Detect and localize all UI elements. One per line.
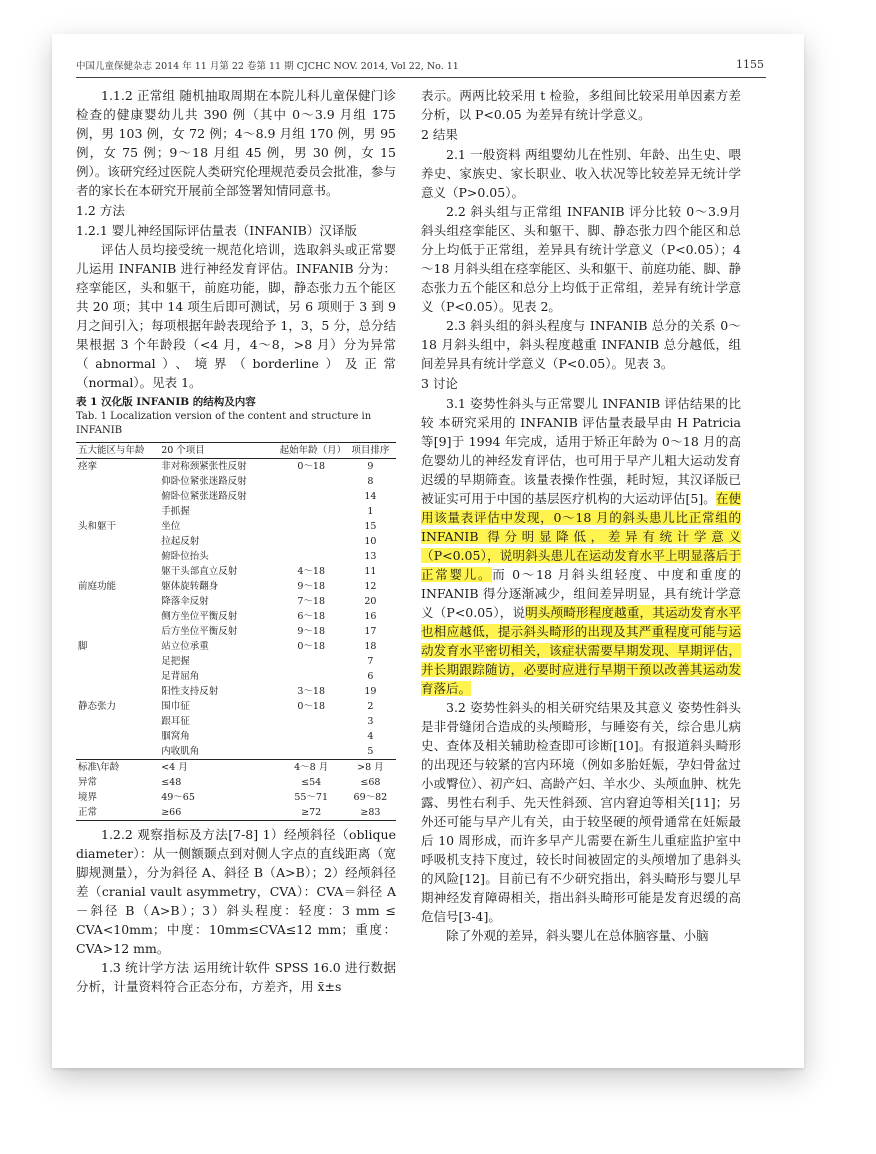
table-row [76,669,396,684]
table-cell: >8 月 [345,760,396,776]
table-cell: ≤48 [161,777,182,788]
table-row [76,519,396,534]
heading-1-2: 1.2 方法 [76,203,125,218]
col-header: 五大能区与年龄 [76,443,159,459]
table-cell: 14 [364,491,377,502]
table-row [76,489,396,504]
table-cell: ≤54 [301,777,322,788]
table-cell [76,489,159,504]
table-cell [278,744,345,760]
table-cell: 0～18 [297,461,325,472]
table-body [76,459,396,821]
table-cell [76,549,159,564]
table-cell: 0～18 [297,701,325,712]
table-cell [76,744,159,760]
table-row [76,639,396,654]
table-cell: 2 [367,701,374,712]
table-cell: 腘窝角 [161,731,190,742]
table-cell: ≤68 [360,777,381,788]
table-cell: 俯卧位抬头 [161,551,209,562]
table-row [76,654,396,669]
table-row [76,534,396,549]
table-cell: 境界 [78,792,98,803]
section-1-3: 1.3 统计学方法 运用统计软件 SPSS 16.0 进行数据分析，计量资料符合正态分布，方差齐，用 x̄±s [76,960,396,994]
table-cell: 16 [364,611,377,622]
highlighted-text-1[interactable]: 在使用该量表评估中发现，0～18 月的斜头患儿比正常组的 INFANIB 得分明显降低，差异有统计学意义（P<0.05），说明斜头患儿在运动发育水平上明显落后于正常婴儿。 [421,491,741,582]
table-cell: ≥66 [159,805,277,821]
table-row [76,504,396,519]
infanib-table [76,442,396,821]
table-row [76,699,396,714]
heading-3-discussion: 3 讨论 [421,376,458,391]
section-3-1 [421,394,741,698]
table-cell: 手抓握 [161,506,190,517]
table-cell [76,729,159,744]
section-2-2: 2.2 斜头组与正常组 INFANIB 评分比较 0～3.9月斜头组痉挛能区、头和躯干、脚、静态张力四个能区和总分上均低于正常组，差异具有统计学意义（P<0.05）；4～18 月斜头组在痉挛能区、头和躯干、前庭功能、脚、静态张力五个能区和总分上均低于正常组，差异有统计学意义（P<0.05）。见表 2。 [421,204,741,314]
table-cell: 6 [367,671,374,682]
table-cell: 12 [364,581,377,592]
section-3-1-text: 3.1 姿势性斜头与正常婴儿 INFANIB 评估结果的比较 本研究采用的 INFANIB 评估量表最早由 H Patricia 等[9]于 1994 年完成，适用于矫正年龄为 0～18 月的高危婴幼儿的神经发育评估，也可用于早产儿粗大运动发育迟缓的早期筛查。该量表操作性强，耗时短，其汉译版已被证实可用于中国的基层医疗机构的大运动评估[5]。 [421,396,741,506]
table-cell: 9 [367,461,374,472]
table-cell: 8 [367,476,374,487]
table-cell: 15 [364,521,377,532]
table-cell: 降落伞反射 [161,596,209,607]
journal-page [52,34,804,1068]
table-cell [278,534,345,549]
table-cell [278,519,345,534]
table-row [76,594,396,609]
section-1-2-2: 1.2.2 观察指标及方法[7-8] 1）经颅斜径（oblique diameter）：从一侧额颞点到对侧人字点的直线距离（宽脚规测量），分为斜径 A、斜径 B（A>B）；2）经颅斜径差（cranial vault asymmetry，CVA）：CVA＝斜径 A－斜径 B（A>B）；3）斜头程度：轻度：3 mm ≤ CVA<10mm；中度：10mm≤CVA≤12 mm；重度：CVA>12 mm。 [76,827,396,956]
running-header [76,58,764,76]
table-row [76,624,396,639]
section-1-1-2: 1.1.2 正常组 随机抽取周期在本院儿科儿童保健门诊检查的健康婴幼儿共 390 例（其中 0～3.9 月组 175 例，男 103 例，女 72 例；4～8.9 月组 170 例，男 95 例，女 75 例；9～18 月组 45 例，男 30 例，女 15 例）。该研究经过医院人类研究伦理规范委员会批准，参与者的家长在本研究开展前全部签署知情同意书。 [76,88,396,198]
table-cell [278,549,345,564]
table-cell [278,714,345,729]
table-cell: 痉挛 [78,461,98,472]
table-cell: 站立位承重 [161,641,209,652]
last-paragraph: 除了外观的差异，斜头婴儿在总体脑容量、小脑 [446,928,709,943]
table-row [76,579,396,594]
table-cell: 9～18 [297,581,325,592]
table-cell [76,714,159,729]
right-column [421,86,741,945]
table-cell [76,534,159,549]
table-row [76,775,396,790]
table-cell: 9～18 [297,626,325,637]
table-cell: 10 [364,536,377,547]
table-cell: 0～18 [297,641,325,652]
table-cell: 非对称颈紧张性反射 [161,461,247,472]
table-cell [76,474,159,489]
table-cell [278,504,345,519]
table-cell: 标准\年龄 [76,760,159,776]
section-3-1-text-cont: 而 0～18 月斜头组轻度、中度和重度的 INFANIB 得分逐渐减少，组间差异明显，具有统计学意义（P<0.05），说 [421,567,741,620]
col-header: 20 个项目 [159,443,277,459]
table-cell: 7 [367,656,374,667]
table-cell: 躯干头部直立反射 [161,566,238,577]
table-cell: ≥83 [345,805,396,821]
table-cell: 17 [364,626,377,637]
table-cell: 俯卧位紧张迷路反射 [161,491,247,502]
table-row [76,714,396,729]
table-row [76,459,396,475]
heading-1-2-1: 1.2.1 婴儿神经国际评估量表（INFANIB）汉译版 [76,223,357,238]
table-cell: 围巾征 [161,701,190,712]
table-cell [278,489,345,504]
table-cell [76,564,159,579]
table-cell: 6～18 [297,611,325,622]
table-row [76,609,396,624]
table-cell: 49～65 [161,792,195,803]
table-row [76,805,396,821]
left-column [76,86,396,996]
journal-info: 中国儿童保健杂志 2014 年 11 月第 22 卷第 11 期 CJCHC NOV. 2014, Vol 22, No. 11 [76,61,459,72]
table-cell: 脚 [78,641,88,652]
table-cell [76,654,159,669]
table-1-title: 表 1 汉化版 INFANIB 的结构及内容 [76,396,256,408]
table-cell: 1 [367,506,374,517]
heading-2-results: 2 结果 [421,127,458,142]
table-header-row [76,443,396,459]
table-cell: 正常 [76,805,159,821]
section-2-1: 2.1 一般资料 两组婴幼儿在性别、年龄、出生史、喂养史、家族史、家长职业、收入状况等比较差异无统计学意义（P>0.05）。 [421,147,741,200]
section-3-2: 3.2 姿势性斜头的相关研究结果及其意义 姿势性斜头是非骨缝闭合造成的头颅畸形，与睡姿有关，综合患儿病史、查体及相关辅助检查即可诊断[10]。有报道斜头畸形的出现还与较紧的宫内环境（例如多胎妊娠，孕妇骨盆过小或臀位）、初产妇、高龄产妇、羊水少、头颅血肿、枕先露、男性右利手、先天性斜颈、宫内窘迫等相关[11]；另外还可能与早产儿有关，由于较坚硬的颅骨通常在妊娠最后 10 周形成，而许多早产儿需要在新生儿重症监护室中呼吸机支持下度过，较长时间被固定的头颅增加了患斜头的风险[12]。目前已有不少研究指出，斜头畸形与婴儿早期神经发育障碍相关，指出斜头畸形可能是发育迟缓的高危信号[3-4]。 [421,700,741,924]
table-row [76,790,396,805]
table-cell: 55～71 [294,792,329,803]
table-cell: 侧方坐位平衡反射 [161,611,238,622]
table-cell [76,669,159,684]
table-cell: 内收肌角 [161,746,200,757]
table-cell: 跟耳征 [161,716,190,727]
table-cell: <4 月 [159,760,277,776]
table-row [76,744,396,760]
table-cell: 3 [367,716,374,727]
table-cell: 头和躯干 [78,521,117,532]
highlighted-text-2[interactable]: 明头颅畸形程度越重，其运动发育水平也相应越低，提示斜头畸形的出现及其严重程度可能与运动发育水平密切相关，该症状需要早期发现、早期评估，并长期跟踪随访，必要时应进行早期干预以改善其运动发育落后。 [421,605,741,696]
table-cell: 阳性支持反射 [161,686,219,697]
table-row [76,474,396,489]
table-cell: 足把握 [161,656,190,667]
table-row [76,564,396,579]
table-row [76,729,396,744]
continuation-paragraph: 表示。两两比较采用 t 检验，多组间比较采用单因素方差分析，以 P<0.05 为差异有统计学意义。 [421,88,741,122]
table-cell: 19 [364,686,377,697]
table-cell: 静态张力 [78,701,117,712]
table-cell: 13 [364,551,377,562]
table-cell: 11 [364,566,377,577]
table-cell: 18 [364,641,377,652]
table-cell [278,654,345,669]
header-rule [76,77,766,78]
table-cell: 拉起反射 [161,536,200,547]
table-1-title-en: Tab. 1 Localization version of the content and structure in INFANIB [76,411,372,436]
col-header: 起始年龄（月） [278,443,345,459]
col-header: 项目排序 [345,443,396,459]
table-cell [76,624,159,639]
table-cell: 4 [367,731,374,742]
table-cell: 4～8 月 [278,760,345,776]
section-2-3: 2.3 斜头组的斜头程度与 INFANIB 总分的关系 0～18 月斜头组中，斜头程度越重 INFANIB 总分越低，组间差异具有统计学意义（P<0.05）。见表 3。 [421,318,741,371]
table-cell: 躯体旋转翻身 [161,581,219,592]
table-cell: 20 [364,596,377,607]
table-cell [278,669,345,684]
table-cell [76,684,159,699]
table-cell: 后方坐位平衡反射 [161,626,238,637]
table-row [76,684,396,699]
table-cell [278,729,345,744]
table-cell: 69～82 [353,792,388,803]
table-cell: 足背屈角 [161,671,200,682]
table-cell: 前庭功能 [78,581,117,592]
table-cell: 异常 [78,777,98,788]
table-cell [278,474,345,489]
section-1-2-1: 评估人员均接受统一规范化培训，选取斜头或正常婴儿运用 INFANIB 进行神经发育评估。INFANIB 分为：痉挛能区，头和躯干，前庭功能，脚，静态张力五个能区共 20 项；其中 14 项生后即可测试，另 6 项则于 3 到 9 月之间引入；每项根据年龄表现给予 1，3，5 分，总分结果根据 3 个年龄段（<4 月，4～8，>8 月）分为异常（abnormal）、境界（borderline）及正常（normal）。见表 1。 [76,242,396,390]
table-cell: ≥72 [278,805,345,821]
table-row [76,549,396,564]
table-cell [76,504,159,519]
table-cell: 3～18 [297,686,325,697]
table-cell: 4～18 [297,566,325,577]
table-cell [76,594,159,609]
table-cell: 7～18 [297,596,325,607]
table-cell: 仰卧位紧张迷路反射 [161,476,247,487]
page-number: 1155 [736,58,764,71]
table-cell: 坐位 [161,521,181,532]
table-row [76,760,396,776]
table-cell: 5 [367,746,374,757]
table-cell [76,609,159,624]
